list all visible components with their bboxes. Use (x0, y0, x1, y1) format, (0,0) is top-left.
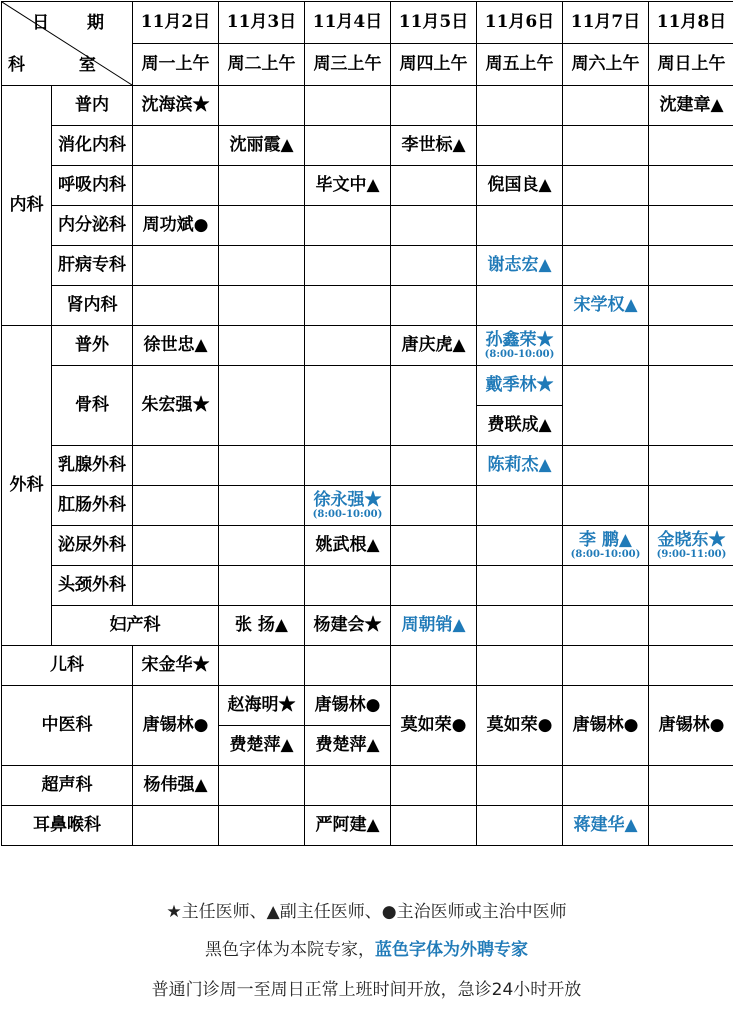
empty-cell (563, 766, 649, 806)
doctor-cell: 朱宏强★ (133, 366, 219, 446)
dept-name: 消化内科 (52, 126, 133, 166)
empty-cell (391, 446, 477, 486)
corner-date-label: 日 期 (32, 13, 120, 33)
empty-cell (219, 246, 305, 286)
doctor-cell: 宋金华★ (133, 646, 219, 686)
empty-cell (305, 86, 391, 126)
doctor-cell: 费楚萍▲ (305, 726, 391, 766)
legend-hours: 普通门诊周一至周日正常上班时间开放，急诊24小时开放 (151, 980, 582, 1000)
date-header: 11月4日 (305, 2, 391, 44)
corner-header (2, 2, 133, 86)
date-header: 11月8日 (649, 2, 733, 44)
empty-cell (133, 806, 219, 846)
empty-cell (219, 286, 305, 326)
doctor-cell: 姚武根▲ (305, 526, 391, 566)
doctor-cell: 杨建会★ (305, 606, 391, 646)
empty-cell (219, 326, 305, 366)
empty-cell (477, 486, 563, 526)
empty-cell (391, 646, 477, 686)
weekday-header: 周一上午 (133, 44, 219, 86)
empty-cell (391, 766, 477, 806)
empty-cell (305, 566, 391, 606)
table-row (2, 286, 733, 326)
time-range: (8:00-10:00) (312, 509, 383, 521)
group-internal-medicine: 内科 (2, 86, 52, 326)
doctor-cell: 周功斌● (133, 206, 219, 246)
dept-name: 头颈外科 (52, 566, 133, 606)
empty-cell (391, 486, 477, 526)
doctor-cell: 唐锡林● (305, 686, 391, 726)
empty-cell (391, 166, 477, 206)
empty-cell (649, 766, 733, 806)
doctor-cell: 唐庆虎▲ (391, 326, 477, 366)
empty-cell (477, 806, 563, 846)
empty-cell (649, 126, 733, 166)
doctor-name: 李 鹏▲ (579, 529, 632, 550)
empty-cell (219, 566, 305, 606)
doctor-cell: 费联成▲ (477, 406, 563, 446)
empty-cell (649, 246, 733, 286)
empty-cell (219, 206, 305, 246)
empty-cell (563, 366, 649, 446)
table-row (2, 486, 733, 526)
empty-cell (477, 126, 563, 166)
dept-name: 普外 (52, 326, 133, 366)
empty-cell (219, 526, 305, 566)
table-row (2, 366, 733, 406)
dept-name: 普内 (52, 86, 133, 126)
external-doctor-cell: 宋学权▲ (563, 286, 649, 326)
empty-cell (219, 86, 305, 126)
doctor-cell: 赵海明★ (219, 686, 305, 726)
time-range: (8:00-10:00) (570, 549, 641, 561)
empty-cell (391, 286, 477, 326)
empty-cell (649, 486, 733, 526)
external-doctor-cell (563, 526, 649, 566)
table-row (2, 326, 733, 366)
empty-cell (563, 326, 649, 366)
time-range: (8:00-10:00) (484, 349, 555, 361)
empty-cell (477, 86, 563, 126)
empty-cell (649, 646, 733, 686)
empty-cell (563, 486, 649, 526)
empty-cell (649, 366, 733, 446)
empty-cell (305, 326, 391, 366)
date-header: 11月5日 (391, 2, 477, 44)
empty-cell (219, 366, 305, 446)
empty-cell (563, 86, 649, 126)
empty-cell (477, 566, 563, 606)
external-doctor-cell: 陈莉杰▲ (477, 446, 563, 486)
weekday-header: 周四上午 (391, 44, 477, 86)
table-row (2, 766, 733, 806)
dept-name: 乳腺外科 (52, 446, 133, 486)
dept-name: 肛肠外科 (52, 486, 133, 526)
empty-cell (649, 206, 733, 246)
empty-cell (477, 526, 563, 566)
empty-cell (133, 566, 219, 606)
empty-cell (219, 646, 305, 686)
dept-name: 儿科 (2, 646, 133, 686)
weekday-header: 周日上午 (649, 44, 733, 86)
empty-cell (477, 646, 563, 686)
doctor-cell: 唐锡林● (563, 686, 649, 766)
legend-colors (0, 935, 733, 960)
empty-cell (305, 126, 391, 166)
cell-stack (305, 491, 390, 521)
doctor-name: 徐永强★ (313, 489, 382, 510)
empty-cell (219, 446, 305, 486)
external-doctor-cell (305, 486, 391, 526)
table-row (2, 526, 733, 566)
external-doctor-cell (477, 326, 563, 366)
table-row (2, 166, 733, 206)
table-row (2, 206, 733, 246)
empty-cell (133, 286, 219, 326)
dept-name: 泌尿外科 (52, 526, 133, 566)
schedule-table (1, 1, 733, 846)
cell-stack (477, 331, 562, 361)
dept-name: 中医科 (2, 686, 133, 766)
table-row (2, 126, 733, 166)
empty-cell (649, 326, 733, 366)
doctor-cell: 倪国良▲ (477, 166, 563, 206)
doctor-cell: 莫如荣● (391, 686, 477, 766)
table-row (2, 806, 733, 846)
empty-cell (133, 486, 219, 526)
table-row (2, 566, 733, 606)
dept-name: 呼吸内科 (52, 166, 133, 206)
empty-cell (477, 206, 563, 246)
legend-symbols: ★主任医师、▲副主任医师、●主治医师或主治中医师 (166, 902, 567, 922)
cell-stack (649, 531, 733, 561)
empty-cell (649, 806, 733, 846)
empty-cell (305, 206, 391, 246)
empty-cell (391, 366, 477, 446)
empty-cell (649, 286, 733, 326)
empty-cell (649, 606, 733, 646)
doctor-cell: 毕文中▲ (305, 166, 391, 206)
empty-cell (305, 646, 391, 686)
group-surgery: 外科 (2, 326, 52, 646)
empty-cell (649, 566, 733, 606)
doctor-cell: 李世标▲ (391, 126, 477, 166)
external-doctor-cell: 谢志宏▲ (477, 246, 563, 286)
empty-cell (563, 246, 649, 286)
empty-cell (305, 766, 391, 806)
empty-cell (563, 166, 649, 206)
empty-cell (219, 806, 305, 846)
empty-cell (563, 606, 649, 646)
empty-cell (649, 446, 733, 486)
external-doctor-cell (649, 526, 733, 566)
doctor-cell: 沈丽霞▲ (219, 126, 305, 166)
empty-cell (563, 446, 649, 486)
doctor-cell: 唐锡林● (649, 686, 733, 766)
empty-cell (305, 286, 391, 326)
doctor-cell: 严阿建▲ (305, 806, 391, 846)
weekday-header: 周五上午 (477, 44, 563, 86)
date-header: 11月6日 (477, 2, 563, 44)
doctor-cell: 沈建章▲ (649, 86, 733, 126)
empty-cell (391, 206, 477, 246)
dept-name: 耳鼻喉科 (2, 806, 133, 846)
table-row (2, 246, 733, 286)
date-row (2, 2, 733, 44)
empty-cell (133, 126, 219, 166)
table-row (2, 646, 733, 686)
date-header: 11月3日 (219, 2, 305, 44)
doctor-cell: 唐锡林● (133, 686, 219, 766)
doctor-cell: 徐世忠▲ (133, 326, 219, 366)
doctor-name: 孙鑫荣★ (485, 329, 554, 350)
doctor-name: 金晓东★ (657, 529, 726, 550)
empty-cell (219, 766, 305, 806)
table-row (2, 686, 733, 726)
doctor-cell: 莫如荣● (477, 686, 563, 766)
doctor-cell: 张 扬▲ (219, 606, 305, 646)
empty-cell (477, 766, 563, 806)
dept-name: 妇产科 (52, 606, 219, 646)
doctor-cell: 杨伟强▲ (133, 766, 219, 806)
empty-cell (477, 286, 563, 326)
table-row (2, 446, 733, 486)
legend-black-note: 黑色字体为本院专家， (205, 940, 375, 960)
dept-name: 超声科 (2, 766, 133, 806)
corner-dept-label: 科 室 (8, 55, 120, 76)
empty-cell (391, 246, 477, 286)
dept-name: 肾内科 (52, 286, 133, 326)
time-range: (9:00-11:00) (656, 549, 727, 561)
dept-name: 内分泌科 (52, 206, 133, 246)
doctor-cell: 沈海滨★ (133, 86, 219, 126)
empty-cell (649, 166, 733, 206)
weekday-header: 周二上午 (219, 44, 305, 86)
empty-cell (305, 366, 391, 446)
empty-cell (133, 246, 219, 286)
dept-name: 骨科 (52, 366, 133, 446)
empty-cell (563, 646, 649, 686)
table-row (2, 86, 733, 126)
date-header: 11月2日 (133, 2, 219, 44)
empty-cell (305, 446, 391, 486)
cell-stack (563, 531, 648, 561)
empty-cell (133, 526, 219, 566)
empty-cell (219, 486, 305, 526)
empty-cell (133, 446, 219, 486)
legend-blue-note: 蓝色字体为外聘专家 (375, 940, 528, 960)
empty-cell (563, 566, 649, 606)
empty-cell (563, 126, 649, 166)
table-row (2, 606, 733, 646)
external-doctor-cell: 周朝销▲ (391, 606, 477, 646)
weekday-header: 周三上午 (305, 44, 391, 86)
empty-cell (391, 526, 477, 566)
empty-cell (391, 806, 477, 846)
external-doctor-cell: 蒋建华▲ (563, 806, 649, 846)
empty-cell (133, 166, 219, 206)
empty-cell (305, 246, 391, 286)
empty-cell (391, 86, 477, 126)
date-header: 11月7日 (563, 2, 649, 44)
empty-cell (219, 166, 305, 206)
external-doctor-cell: 戴季林★ (477, 366, 563, 406)
weekday-header: 周六上午 (563, 44, 649, 86)
empty-cell (391, 566, 477, 606)
doctor-cell: 费楚萍▲ (219, 726, 305, 766)
empty-cell (563, 206, 649, 246)
dept-name: 肝病专科 (52, 246, 133, 286)
empty-cell (477, 606, 563, 646)
